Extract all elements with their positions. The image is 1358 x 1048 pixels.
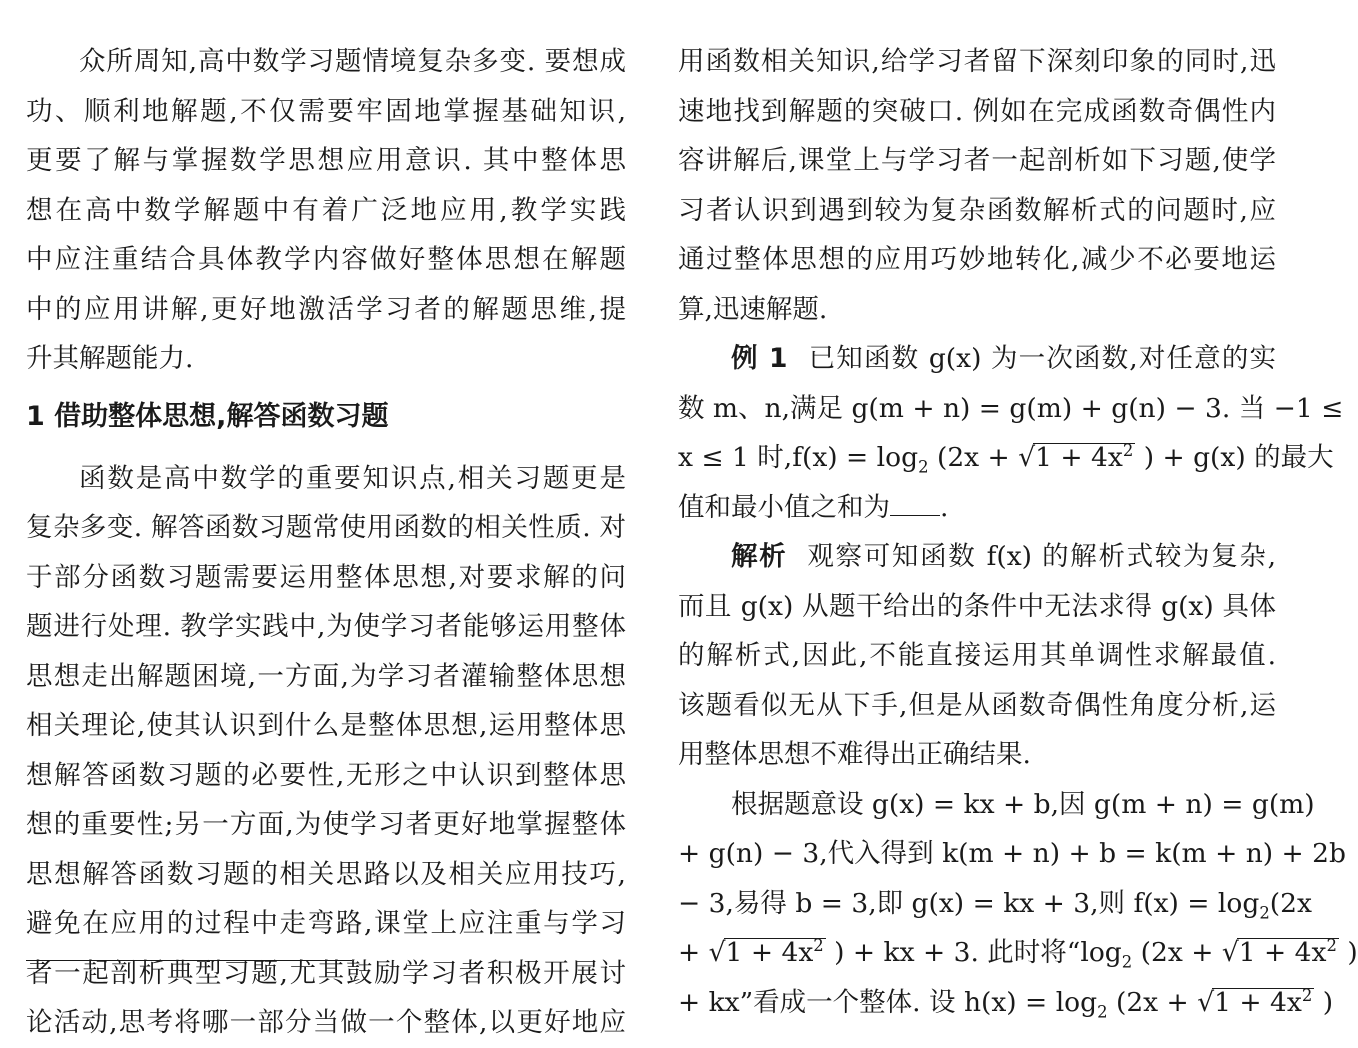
answer-blank <box>890 495 940 516</box>
footnote-rule <box>26 960 352 961</box>
sqrt-symbol: √ <box>1018 442 1036 473</box>
text-line: 想解答函数习题的必要性,无形之中认识到整体思 <box>26 759 626 791</box>
text-line: 想的重要性;另一方面,为使学习者更好地掌握整体 <box>26 809 626 840</box>
left-column <box>26 37 626 1048</box>
text-line: 功、顺利地解题,不仅需要牢固地掌握基础知识, <box>26 95 626 127</box>
text-line: 容讲解后,课堂上与学习者一起剖析如下习题,使学 <box>678 145 1276 176</box>
section-heading: 1 借助整体思想,解答函数习题 <box>26 400 389 432</box>
text-line: 相关理论,使其认识到什么是整体思想,运用整体思 <box>26 710 626 741</box>
text-line: 更要了解与掌握数学思想应用意识. 其中整体思 <box>26 145 626 176</box>
text-line: 于部分函数习题需要运用整体思想,对要求解的问 <box>26 561 626 593</box>
text-line: 想在高中数学解题中有着广泛地应用,教学实践 <box>26 194 626 226</box>
solution-formula-line: + $√1 + 4x^2$ ) + kx + 3. 此时将“$\log_2$ ($2x + √1 + 4x^2$ ) <box>678 936 1358 972</box>
solution-line: + g(n) − 3,代入得到 k(m + n) + b = k(m + n) + 2b <box>678 838 1346 869</box>
solution-line: 根据题意设 g(x) = kx + b,因 g(m + n) = g(m) <box>731 788 1315 820</box>
analysis-line: 该题看似无从下手,但是从函数奇偶性角度分析,运 <box>678 689 1276 721</box>
text-line: 中的应用讲解,更好地激活学习者的解题思维,提 <box>26 293 626 325</box>
example-line: 值和最小值之和为 . <box>678 491 949 523</box>
text-line: 中应注重结合具体教学内容做好整体思想在解题 <box>26 244 626 275</box>
text-line: 者一起剖析典型习题,尤其鼓励学习者积极开展讨 <box>26 957 626 989</box>
right-column <box>678 37 1358 1027</box>
solution-line: − 3,易得 b = 3,即 g(x) = kx + 3,则 $f(x) = \log_2(2x$ <box>678 887 1312 922</box>
text-line: 众所周知,高中数学习题情境复杂多变. 要想成 <box>79 46 626 77</box>
analysis-line: 解析 观察可知函数 f(x) 的解析式较为复杂, <box>731 541 1277 572</box>
analysis-label: 解析 <box>731 541 788 572</box>
text-line: 算,迅速解题. <box>678 293 828 325</box>
example-line: 数 m、n,满足 g(m + n) = g(m) + g(n) − 3. 当 −1 ≤ <box>678 392 1344 424</box>
text-line: 速地找到解题的突破口. 例如在完成函数奇偶性内 <box>678 95 1276 127</box>
text-line: 通过整体思想的应用巧妙地转化,减少不必要地运 <box>678 244 1276 275</box>
example-label: 例 1 <box>731 343 788 374</box>
example-text: 已知函数 g(x) 为一次函数,对任意的实 <box>807 343 1276 374</box>
radical: $1 + 4x^2$ <box>1238 936 1337 968</box>
example-formula-line: x ≤ 1 时$,f(x) = \log_2 (2x + √1 + 4x^2$ ) + g(x) 的最大 <box>678 441 1334 477</box>
analysis-line: 的解析式,因此,不能直接运用其单调性求解最值. <box>678 640 1276 671</box>
analysis-line: 用整体思想不难得出正确结果. <box>678 739 1031 770</box>
text-line: 论活动,思考将哪一部分当做一个整体,以更好地应 <box>26 1007 626 1038</box>
solution-formula-line: + kx”看成一个整体. 设 $h(x) = \log_2 (2x + √1 + 4x^2$ ) <box>678 985 1334 1021</box>
analysis-line: 而且 g(x) 从题干给出的条件中无法求得 g(x) 具体 <box>678 590 1276 622</box>
text-line: 习者认识到遇到较为复杂函数解析式的问题时,应 <box>678 194 1276 226</box>
example-line <box>678 334 1276 384</box>
radical: $1 + 4x^2$ <box>725 936 824 968</box>
radical: $1 + 4x^2$ <box>1035 441 1134 473</box>
text-line: 思想解答函数习题的相关思路以及相关应用技巧, <box>26 858 626 890</box>
text-line: 升其解题能力. <box>26 343 194 374</box>
text-line: 题进行处理. 教学实践中,为使学习者能够运用整体 <box>26 611 626 642</box>
text-line: 函数是高中数学的重要知识点,相关习题更是 <box>79 462 626 494</box>
radical: $1 + 4x^2$ <box>1214 985 1313 1018</box>
text-line: 用函数相关知识,给学习者留下深刻印象的同时,迅 <box>678 46 1276 77</box>
text-line: 避免在应用的过程中走弯路,课堂上应注重与学习 <box>26 908 626 939</box>
sqrt-symbol: √ <box>708 937 726 968</box>
sqrt-symbol: √ <box>1197 986 1215 1018</box>
sqrt-symbol: √ <box>1221 937 1239 968</box>
text-line: 思想走出解题困境,一方面,为学习者灌输整体思想 <box>26 660 626 692</box>
text-line: 复杂多变. 解答函数习题常使用函数的相关性质. 对 <box>26 512 626 543</box>
